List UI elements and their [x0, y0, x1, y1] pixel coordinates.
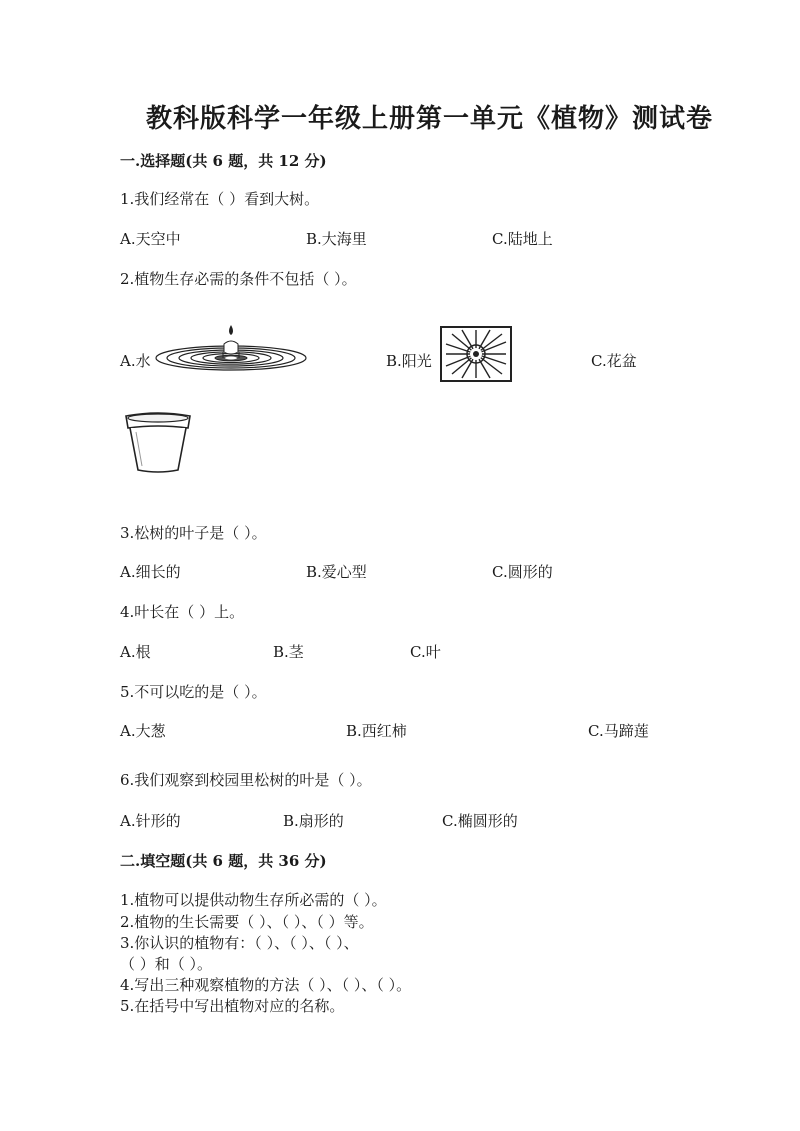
fill-line-2: 2.植物的生长需要（ ）、（ ）、（ ）等。	[120, 913, 374, 931]
question-1-stem: 1.我们经常在（ ）看到大树。	[120, 190, 320, 208]
question-2-option-b[interactable]: B.阳光	[386, 352, 432, 370]
question-1-option-a[interactable]: A.天空中	[120, 230, 181, 248]
question-6-option-a[interactable]: A.针形的	[120, 812, 181, 830]
section-heading-choice: 一.选择题(共 6 题，共 12 分)	[120, 152, 327, 170]
question-3-option-c[interactable]: C.圆形的	[492, 563, 553, 581]
flowerpot-icon	[124, 412, 192, 474]
fill-line-3-cont: （ ）和（ ）。	[120, 955, 213, 973]
sunlight-icon	[440, 326, 512, 382]
water-ripple-icon	[155, 322, 307, 372]
question-5-option-c[interactable]: C.马蹄莲	[588, 722, 649, 740]
question-3-stem: 3.松树的叶子是（ ）。	[120, 524, 267, 542]
question-6-stem: 6.我们观察到校园里松树的叶是（ ）。	[120, 771, 372, 789]
question-2-option-c[interactable]: C.花盆	[591, 352, 637, 370]
fill-line-1: 1.植物可以提供动物生存所必需的（ ）。	[120, 891, 387, 909]
question-2-stem: 2.植物生存必需的条件不包括（ ）。	[120, 270, 357, 288]
fill-line-4: 4.写出三种观察植物的方法（ ）、（ ）、（ ）。	[120, 976, 412, 994]
question-5-stem: 5.不可以吃的是（ ）。	[120, 683, 267, 701]
question-4-stem: 4.叶长在（ ）上。	[120, 603, 245, 621]
question-4-option-b[interactable]: B.茎	[273, 643, 304, 661]
question-4-option-a[interactable]: A.根	[120, 643, 151, 661]
question-5-option-a[interactable]: A.大葱	[120, 722, 166, 740]
fill-line-3: 3.你认识的植物有：（ ）、（ ）、（ ）、	[120, 934, 359, 952]
question-1-option-c[interactable]: C.陆地上	[492, 230, 553, 248]
question-2-option-a[interactable]: A.水	[120, 352, 151, 370]
page-title: 教科版科学一年级上册第一单元《植物》测试卷	[146, 104, 714, 134]
question-6-option-b[interactable]: B.扇形的	[283, 812, 344, 830]
question-5-option-b[interactable]: B.西红柿	[346, 722, 407, 740]
question-3-option-b[interactable]: B.爱心型	[306, 563, 367, 581]
fill-line-5: 5.在括号中写出植物对应的名称。	[120, 997, 345, 1015]
section-heading-fill: 二.填空题(共 6 题，共 36 分)	[120, 852, 327, 870]
question-1-option-b[interactable]: B.大海里	[306, 230, 367, 248]
question-3-option-a[interactable]: A.细长的	[120, 563, 181, 581]
question-6-option-c[interactable]: C.椭圆形的	[442, 812, 518, 830]
question-4-option-c[interactable]: C.叶	[410, 643, 441, 661]
